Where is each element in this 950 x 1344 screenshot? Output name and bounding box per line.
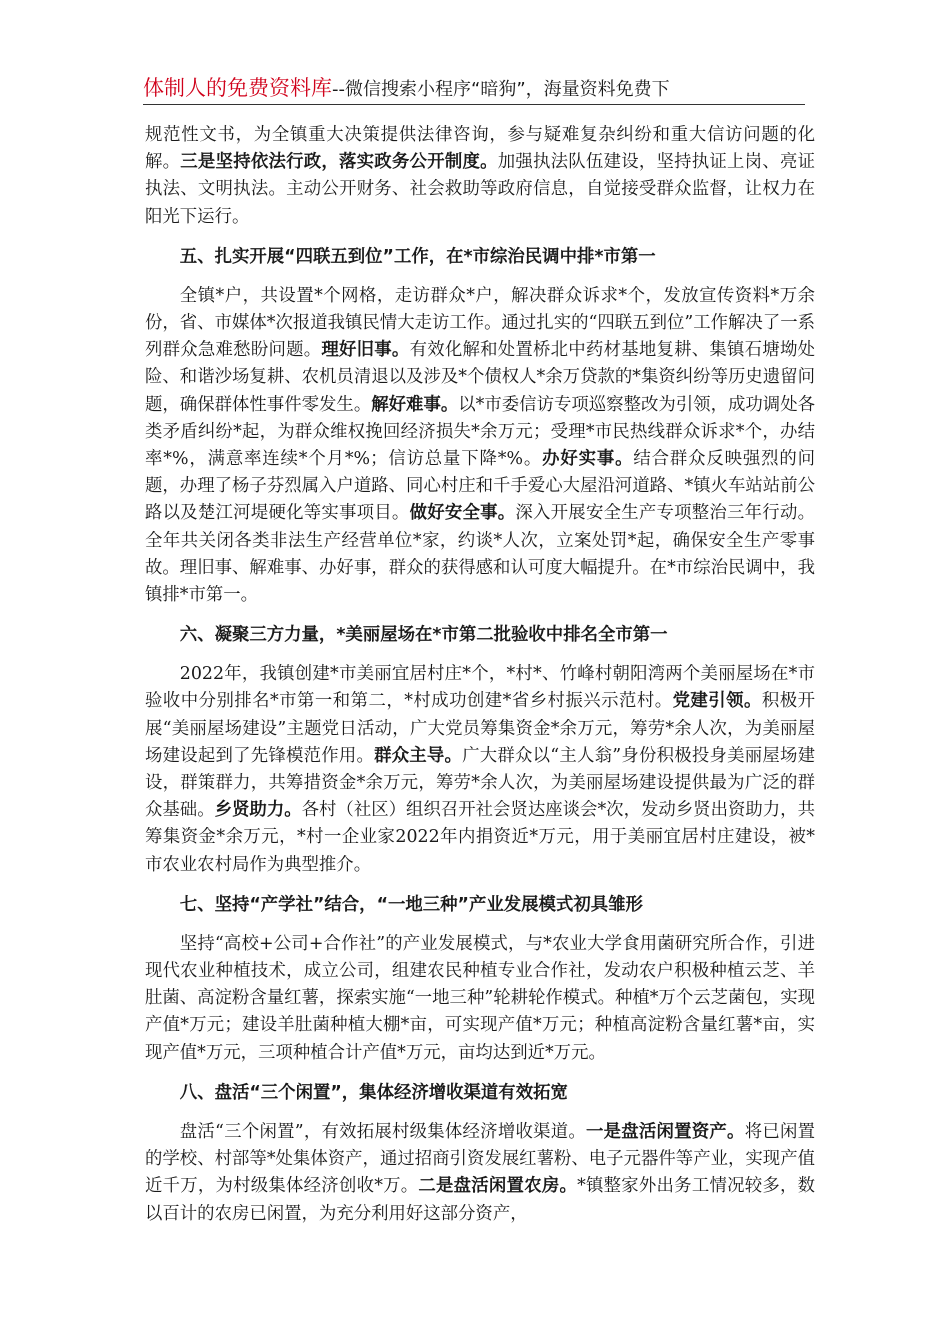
page-header bbox=[143, 72, 805, 105]
paragraph-text: 全镇*户，共设置*个网格，走访群众*户，解决群众诉求*个，发放宣传资料*万余份，省、市媒体*次报道我镇民情大走访工作。通过扎实的“四联五到位”工作解决了一系列群众急难愁盼问题。 bbox=[145, 285, 815, 361]
section-5-paragraph bbox=[145, 283, 815, 609]
paragraph-text: 将已闲置的学校、村部等*处集体资产，通过招商引资发展红薯粉、电子元器件等产业，实现产值近千万，为村级集体经济创收*万。 bbox=[145, 1121, 815, 1197]
bold-phrase: 解好难事。 bbox=[371, 394, 459, 415]
paragraph-text: 深入开展安全生产专项整治三年行动。全年共关闭各类非法生产经营单位*家，约谈*人次，立案处罚*起，确保安全生产零事故。理旧事、解难事、办好事，群众的获得感和认可度大幅提升。在*市综治民调中，我镇排*市第一。 bbox=[145, 503, 815, 606]
header-brand: 体制人的免费资料库 bbox=[143, 76, 332, 100]
bold-phrase: 党建引领。 bbox=[672, 691, 762, 712]
section-8-paragraph bbox=[145, 1119, 815, 1228]
paragraph-text: 以*市委信访专项巡察整改为引领，成功调处各类矛盾纠纷*起，为群众维权挽回经济损失*余万元；受理*市民热线群众诉求*个，办结率*%，满意率连续*个月*%；信访总量下降*%。 bbox=[145, 394, 815, 470]
bold-phrase: 办好实事。 bbox=[542, 449, 634, 470]
paragraph-text: 规范性文书，为全镇重大决策提供法律咨询，参与疑难复杂纠纷和重大信访问题的化解。 bbox=[145, 125, 815, 173]
paragraph-text: 盘活“三个闲置”，有效拓展村级集体经济增收渠道。 bbox=[179, 1121, 586, 1142]
bold-phrase: 三是坚持依法行政，落实政务公开制度。 bbox=[180, 152, 498, 173]
bold-phrase: 一是盘活闲置资产。 bbox=[585, 1121, 745, 1142]
paragraph-text: 积极开展“美丽屋场建设”主题党日活动，广大党员筹集资金*余万元，筹劳*余人次，为美丽屋场建设起到了先锋模范作用。 bbox=[145, 691, 815, 766]
bold-phrase: 乡贤助力。 bbox=[214, 800, 302, 821]
paragraph-text: 结合群众反映强烈的问题，办理了杨子芬烈属入户道路、同心村庄和千手爱心大屋沿河道路、*镇火车站站前公路以及楚江河堤硬化等实事项目。 bbox=[145, 449, 815, 524]
paragraph-text: 加强执法队伍建设，坚持执证上岗、亮证执法、文明执法。主动公开财务、社会救助等政府信息，自觉接受群众监督，让权力在阳光下运行。 bbox=[145, 152, 815, 227]
intro-paragraph bbox=[145, 122, 815, 231]
paragraph-text: 坚持“高校+公司+合作社”的产业发展模式，与*农业大学食用菌研究所合作，引进现代农业种植技术，成立公司，组建农民种植专业合作社，发动农户积极种植云芝、羊肚菌、高淀粉含量红薯，探索实施“一地三种”轮耕轮作模式。种植*万个云芝菌包，实现产值*万元；建设羊肚菌种植大棚*亩，可实现产值*万元；种植高淀粉含量红薯*亩，实现产值*万元，三项种植合计产值*万元，亩均达到近*万元。 bbox=[145, 933, 815, 1063]
paragraph-text: 广大群众以“主人翁”身份积极投身美丽屋场建设，群策群力，共筹措资金*余万元，筹劳*余人次，为美丽屋场建设提供最为广泛的群众基础。 bbox=[145, 745, 815, 821]
section-6-heading: 六、凝聚三方力量，*美丽屋场在*市第二批验收中排名全市第一 bbox=[179, 625, 668, 646]
paragraph-text: 有效化解和处置桥北中药材基地复耕、集镇石塘坳处险、和谐沙场复耕、农机员清退以及涉及*个债权人*余万贷款的*集资纠纷等历史遗留问题，确保群体性事件零发生。 bbox=[145, 340, 815, 415]
section-7-paragraph bbox=[145, 931, 815, 1067]
section-6-paragraph bbox=[145, 661, 815, 879]
bold-phrase: 做好安全事。 bbox=[409, 503, 516, 524]
header-slogan: --微信搜索小程序“暗狗”，海量资料免费下 bbox=[332, 79, 670, 100]
paragraph-text: *镇整家外出务工情况较多，数以百计的农房已闲置，为充分利用好这部分资产， bbox=[145, 1176, 815, 1224]
bold-phrase: 理好旧事。 bbox=[321, 340, 410, 361]
section-8-heading: 八、盘活“三个闲置”，集体经济增收渠道有效拓宽 bbox=[179, 1082, 568, 1103]
paragraph-text: 各村（社区）组织召开社会贤达座谈会*次，发动乡贤出资助力，共筹集资金*余万元，*村一企业家2022年内捐资近*万元，用于美丽宜居村庄建设，被*市农业农村局作为典型推介。 bbox=[145, 800, 815, 875]
bold-phrase: 二是盘活闲置农房。 bbox=[418, 1176, 578, 1197]
section-7-heading: 七、坚持“产学社”结合，“一地三种”产业发展模式初具雏形 bbox=[179, 894, 643, 915]
document-body bbox=[145, 122, 815, 1228]
bold-phrase: 群众主导。 bbox=[374, 745, 463, 766]
section-5-heading: 五、扎实开展“四联五到位”工作，在*市综治民调中排*市第一 bbox=[179, 246, 656, 267]
paragraph-text: 2022年，我镇创建*市美丽宜居村庄*个，*村*、竹峰村朝阳湾两个美丽屋场在*市验收中分别排名*市第一和第二，*村成功创建*省乡村振兴示范村。 bbox=[145, 664, 815, 712]
